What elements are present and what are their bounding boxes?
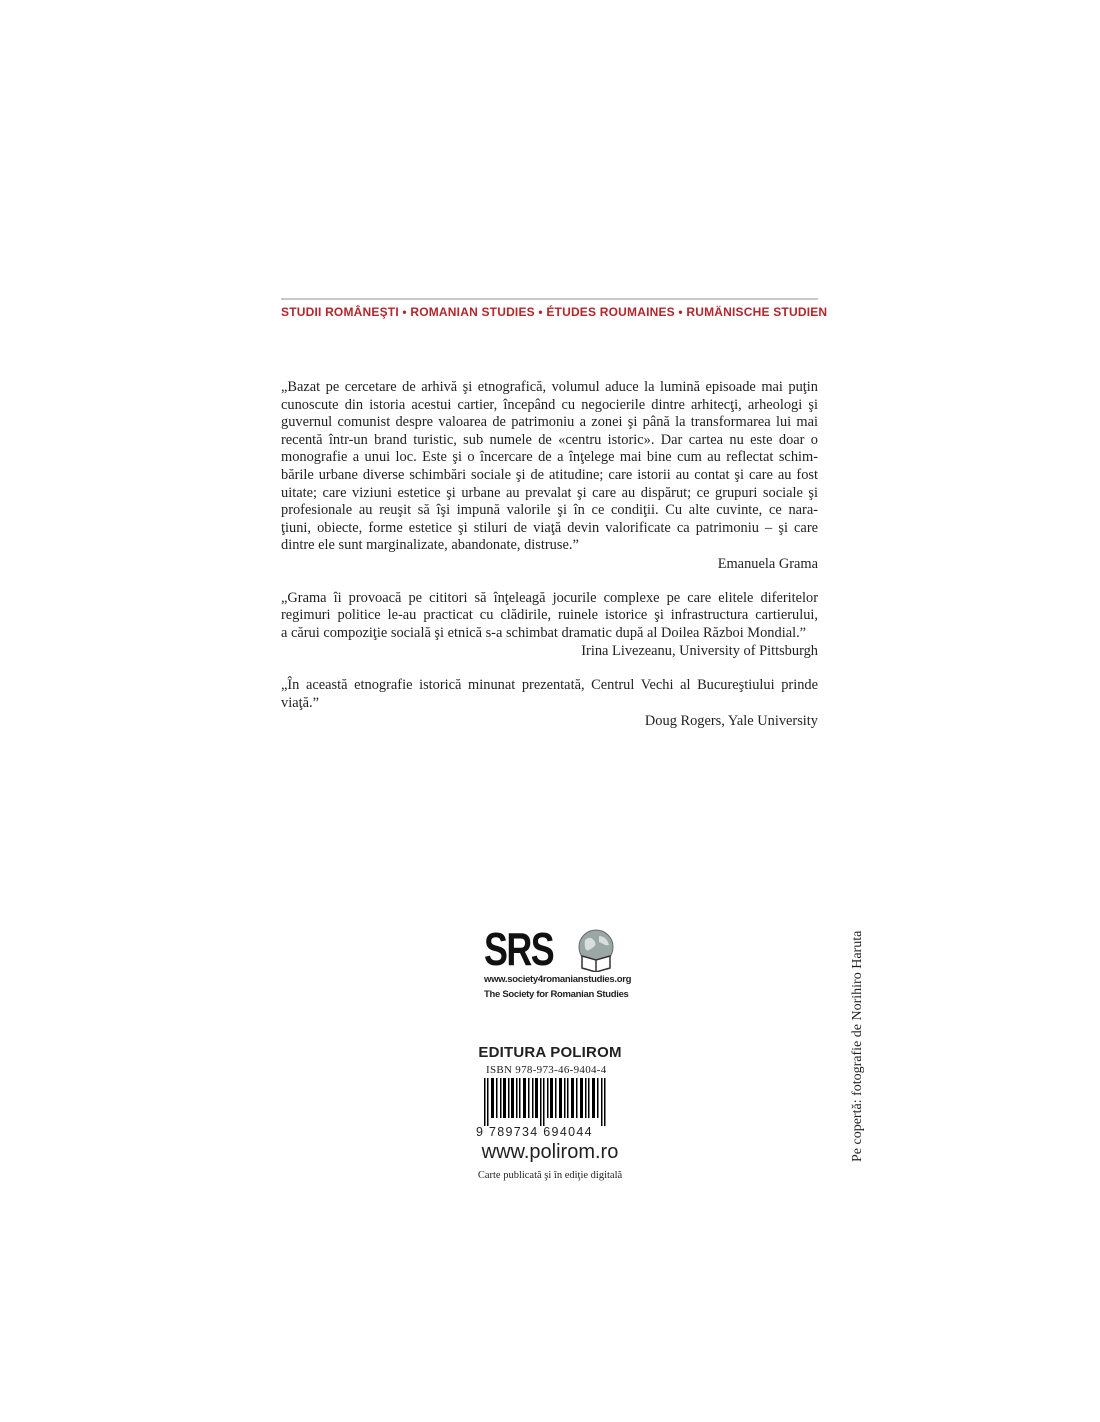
blurb-3 — [281, 677, 818, 731]
blurb-line: monografie a unui loc. Este şi o încercare de a înţelege mai bine cum au reflectat schim- — [281, 449, 818, 466]
series-header — [281, 298, 828, 319]
blurb-text — [281, 677, 818, 712]
blurb-author: Irina Livezeanu, University of Pittsburgh — [581, 643, 818, 660]
blurb-2 — [281, 590, 818, 661]
blurb-text — [281, 590, 818, 643]
blurb-line: „Grama îi provoacă pe cititori să înţeleagă jocurile complexe pe care elitele diferitelor — [281, 589, 818, 606]
blurb-line: dintre ele sunt marginalizate, abandonate, distruse.” — [281, 537, 579, 554]
blurb-line: bările urbane diverse schimbări sociale şi de atitudine; care istorii au contat şi care au fost — [281, 466, 818, 483]
srs-url: www.society4romanianstudies.org — [484, 974, 632, 985]
isbn: ISBN 978-973-46-9404-4 — [486, 1064, 607, 1076]
blurb-line: cunoscute din istoria acestui cartier, începând cu negocierile dintre arhitecţi, arheologi şi — [281, 396, 818, 413]
blurb-line: ţiuni, obiecte, forme estetice şi stiluri de viaţă devin valorificate ca patrimoniu – şi care — [281, 519, 818, 536]
cover-photo-credit: Pe copertă: fotografie de Norihiro Haruta — [850, 930, 865, 1162]
barcode-digits: 9 789734 694044 — [476, 1125, 593, 1139]
blurb-line: recentă într-un brand turistic, sub numele de «centru istoric». Dar cartea nu este doar o — [281, 431, 818, 448]
blurb-line: a cărui compoziţie socială şi etnică s-a schimbat dramatic după al Doilea Război Mondial.” — [281, 624, 807, 641]
digital-edition-note: Carte publicată şi în ediţie digitală — [477, 1170, 623, 1181]
blurb-line: profesionale au reuşit să îşi impună valorile şi în ce condiţii. Cu alte cuvinte, ce nara- — [281, 502, 818, 519]
blurb-author: Emanuela Grama — [717, 555, 818, 572]
blurb-line: „Bazat pe cercetare de arhivă şi etnografică, volumul aduce la lumină episoade mai puţin — [281, 379, 818, 395]
blurb-text — [281, 379, 818, 555]
srs-logo — [484, 923, 632, 1000]
blurbs — [281, 379, 818, 747]
blurb-line: viaţă.” — [281, 694, 319, 711]
blurb-author: Doug Rogers, Yale University — [644, 713, 818, 730]
publisher-website: www.polirom.ro — [481, 1141, 619, 1163]
blurb-line: regimuri politice le-au practicat cu clădirile, ruinele istorice şi infrastructura cartierului, — [281, 607, 818, 624]
barcode — [476, 1078, 616, 1126]
blurb-1 — [281, 379, 818, 574]
srs-acronym: SRS — [484, 923, 554, 975]
series-label: STUDII ROMÂNEŞTI • ROMANIAN STUDIES • ÉTUDES ROUMAINES • RUMÄNISCHE STUDIEN — [281, 305, 828, 319]
srs-society-name: The Society for Romanian Studies — [484, 989, 629, 1000]
blurb-line: guvernul comunist despre valoarea de patrimoniu a zonei şi până la transformarea lui mai — [281, 414, 818, 431]
blurb-line: uitate; care viziuni estetice şi urbane au prevalat şi care au dispărut; ce grupuri sociale şi — [281, 484, 818, 501]
blurb-line: „În această etnografie istorică minunat prezentată, Centrul Vechi al Bucureştiului prinde — [281, 676, 818, 693]
globe-book-icon — [577, 928, 615, 972]
publisher-name: EDITURA POLIROM — [478, 1044, 622, 1061]
